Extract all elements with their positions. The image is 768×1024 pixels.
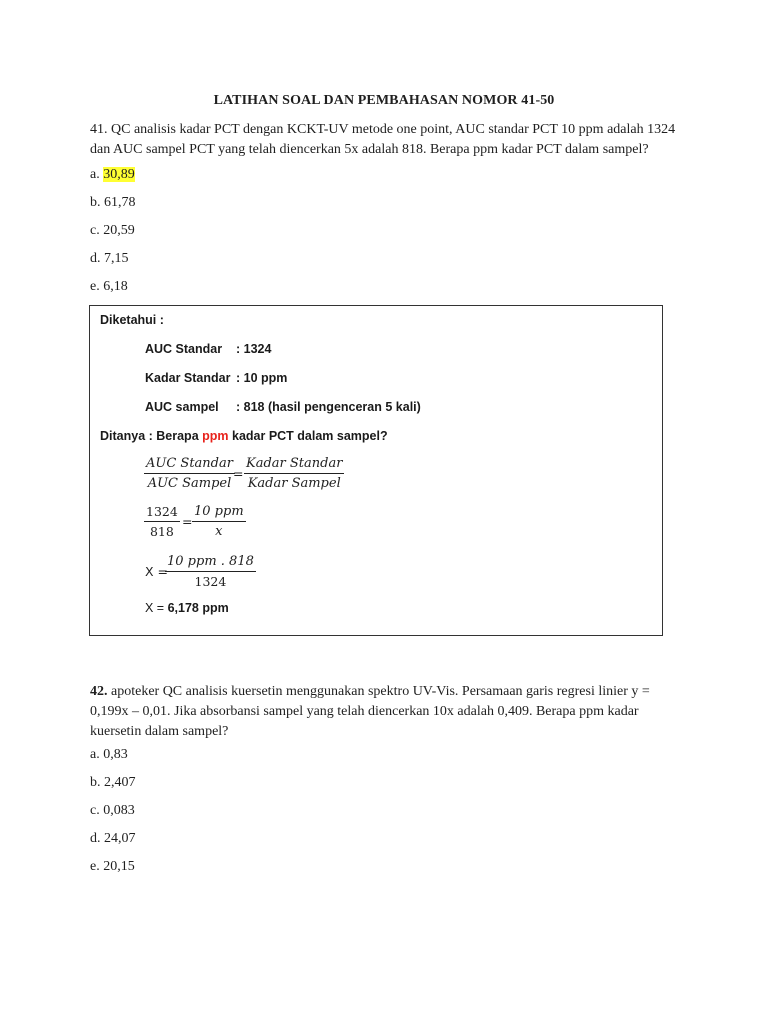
- question-42-line-2: 0,199x – 0,01. Jika absorbansi sampel yang telah diencerkan 10x adalah 0,409. Berapa ppm kadar: [90, 704, 639, 719]
- option-41-a: a. 30,89: [90, 167, 135, 182]
- option-41-e: e. 6,18: [90, 279, 128, 294]
- option-42-d: d. 24,07: [90, 831, 136, 846]
- formula-2-right-fraction: 10 ppm x: [194, 504, 244, 539]
- known-auc-standar: AUC Standar : 1324: [145, 342, 272, 356]
- formula-1-equals: =: [233, 466, 244, 481]
- ppm-red-text: ppm: [202, 429, 229, 443]
- question-42: [90, 682, 660, 742]
- formula-1-right-fraction: Kadar Standar Kadar Sampel: [246, 456, 343, 491]
- question-42-line-3: kuersetin dalam sampel?: [90, 724, 229, 739]
- option-41-b: b. 61,78: [90, 195, 136, 210]
- page-title: LATIHAN SOAL DAN PEMBAHASAN NOMOR 41-50: [213, 93, 555, 108]
- question-42-number: 42.: [90, 684, 108, 699]
- question-42-line-1: apoteker QC analisis kuersetin menggunakan spektro UV-Vis. Persamaan garis regresi linier y =: [107, 684, 650, 699]
- formula-1-left-fraction: AUC Standar AUC Sampel: [146, 456, 233, 491]
- known-auc-sampel: AUC sampel : 818 (hasil pengenceran 5 kali): [145, 400, 421, 414]
- formula-2-left-fraction: 1324 818: [146, 504, 178, 539]
- formula-2-equals: =: [182, 514, 193, 529]
- option-42-b: b. 2,407: [90, 775, 136, 790]
- option-42-e: e. 20,15: [90, 859, 135, 874]
- option-41-c: c. 20,59: [90, 223, 135, 238]
- question-41-line-1: 41. QC analisis kadar PCT dengan KCKT-UV metode one point, AUC standar PCT 10 ppm adalah 1324: [90, 122, 676, 137]
- option-41-d: d. 7,15: [90, 251, 129, 266]
- option-42-c: c. 0,083: [90, 803, 135, 818]
- solution-box: [89, 305, 663, 636]
- diketahui-label: Diketahui :: [100, 313, 164, 327]
- known-kadar-standar: Kadar Standar : 10 ppm: [145, 371, 288, 385]
- question-41-line-2: dan AUC sampel PCT yang telah diencerkan 5x adalah 818. Berapa ppm kadar PCT dalam sampel?: [90, 142, 649, 157]
- answer-highlight: 30,89: [103, 167, 135, 182]
- option-42-a: a. 0,83: [90, 747, 128, 762]
- formula-3-lhs: X =: [145, 564, 169, 579]
- ditanya-line: Ditanya : Berapa ppm kadar PCT dalam sampel?: [100, 429, 388, 443]
- question-41: [90, 120, 690, 160]
- formula-3-fraction: 10 ppm . 818 1324: [167, 554, 254, 589]
- result-value: 6,178 ppm: [167, 601, 229, 615]
- result-line: X = 6,178 ppm: [145, 601, 229, 615]
